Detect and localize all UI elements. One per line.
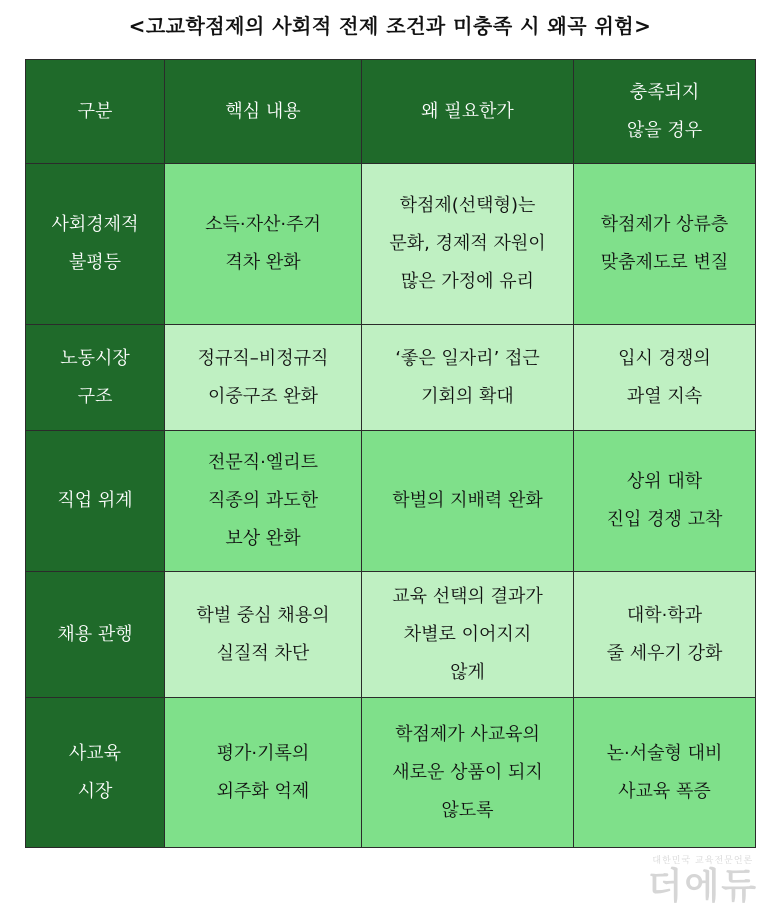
row-core: 학벌 중심 채용의 실질적 차단 <box>165 572 362 698</box>
watermark-subtitle: 대한민국 교육전문언론 <box>652 856 754 866</box>
column-header-core: 핵심 내용 <box>165 60 362 164</box>
row-core: 평가·기록의 외주화 억제 <box>165 698 362 848</box>
column-header-category: 구분 <box>26 60 165 164</box>
row-risk: 입시 경쟁의 과열 지속 <box>574 325 756 431</box>
column-header-why: 왜 필요한가 <box>362 60 574 164</box>
table-row <box>26 698 756 848</box>
row-why: 학벌의 지배력 완화 <box>362 431 574 572</box>
row-why: ‘좋은 일자리’ 접근 기회의 확대 <box>362 325 574 431</box>
row-category: 채용 관행 <box>26 572 165 698</box>
row-category: 직업 위계 <box>26 431 165 572</box>
row-risk: 학점제가 상류층 맞춤제도로 변질 <box>574 164 756 325</box>
table-row <box>26 325 756 431</box>
row-risk: 대학·학과 줄 세우기 강화 <box>574 572 756 698</box>
row-why: 학점제(선택형)는 문화, 경제적 자원이 많은 가정에 유리 <box>362 164 574 325</box>
row-category: 노동시장 구조 <box>26 325 165 431</box>
conditions-table <box>25 59 756 848</box>
table-header-row <box>26 60 756 164</box>
table-row <box>26 431 756 572</box>
row-why: 교육 선택의 결과가 차별로 이어지지 않게 <box>362 572 574 698</box>
publisher-watermark <box>648 855 758 907</box>
row-core: 전문직·엘리트 직종의 과도한 보상 완화 <box>165 431 362 572</box>
table-row <box>26 572 756 698</box>
column-header-risk: 충족되지 않을 경우 <box>574 60 756 164</box>
watermark-logo: 더에듀 <box>647 866 758 907</box>
row-category: 사교육 시장 <box>26 698 165 848</box>
row-core: 정규직–비정규직 이중구조 완화 <box>165 325 362 431</box>
table-row <box>26 164 756 325</box>
row-category: 사회경제적 불평등 <box>26 164 165 325</box>
row-risk: 논·서술형 대비 사교육 폭증 <box>574 698 756 848</box>
row-why: 학점제가 사교육의 새로운 상품이 되지 않도록 <box>362 698 574 848</box>
row-core: 소득·자산·주거 격차 완화 <box>165 164 362 325</box>
document-title: <고교학점제의 사회적 전제 조건과 미충족 시 왜곡 위험> <box>128 14 652 38</box>
row-risk: 상위 대학 진입 경쟁 고착 <box>574 431 756 572</box>
